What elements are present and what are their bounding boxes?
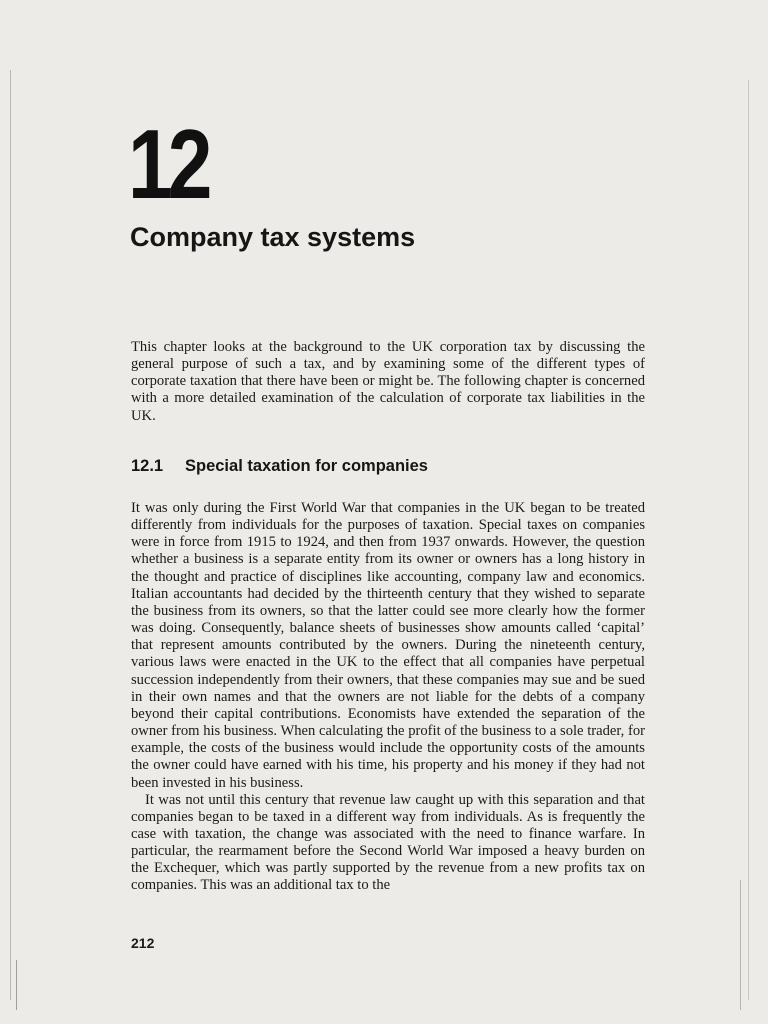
section-number: 12.1 (131, 457, 164, 475)
page-edge-left (10, 70, 11, 1000)
page-number: 212 (131, 935, 155, 951)
page-edge-left-inner (16, 960, 17, 1010)
page-edge-right (748, 80, 749, 1000)
section-title: Special taxation for companies (185, 457, 428, 475)
intro-paragraph: This chapter looks at the background to the UK corporation tax by discussing the general purpose of such a tax, and by examining some of the different types of corporate taxation that there have been or might be. The following chapter is concerned with a more detailed examination of the calculation of corporate tax liabilities in the UK. (131, 339, 645, 424)
chapter-title: Company tax systems (130, 222, 416, 252)
body-paragraph: It was not until this century that revenue law caught up with this separation and that companies began to be taxed in a different way from individuals. As is frequently the case with taxation, the change was associated with the need to finance warfare. In particular, the rearmament before the Second World War imposed a heavy burden on the Exchequer, which was partly supported by the revenue from a new profits tax on companies. This was an additional tax to the (131, 791, 645, 894)
section-body (131, 500, 645, 895)
section-heading (131, 457, 428, 477)
chapter-intro (131, 339, 645, 425)
page-edge-right-inner (740, 880, 741, 1010)
body-paragraph: It was only during the First World War that companies in the UK began to be treated differently from individuals for the purposes of taxation. Special taxes on companies were in force from 1915 to 1924, and then from 1937 onwards. However, the question whether a business is a separate entity from its owner or owners has a long history in the thought and practice of disciplines like accounting, company law and economics. Italian accountants had decided by the thirteenth century that they wished to separate the business from its owners, so that the latter could see more clearly how the former was doing. Consequently, balance sheets of businesses show amounts called ‘capital’ that represent amounts contributed by the owners. During the nineteenth century, various laws were enacted in the UK to the effect that all companies have perpetual succession independently from their owners, that these companies may sue and be sued in their own names and that the owners are not liable for the debts of a company beyond their capital contributions. Economists have extended the separation of the owner from his business. When calculating the profit of the business to a sole trader, for example, the costs of the business would include the opportunity costs of the amounts the owner could have earned with his time, his property and his money if they had not been invested in his business. (131, 500, 645, 791)
chapter-number: 12 (128, 109, 208, 219)
